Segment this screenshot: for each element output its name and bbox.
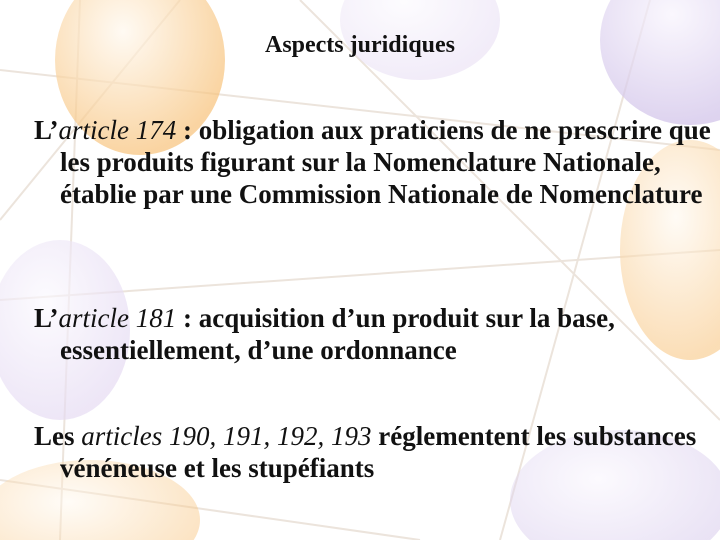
paragraph-text: : acquisition d’un produit sur la base, essentiellement, d’une ordonnance — [60, 303, 615, 365]
article-reference: article 181 — [58, 303, 177, 333]
slide-title: Aspects juridiques — [264, 32, 456, 58]
purple-balloon — [600, 0, 720, 125]
prefix: Les — [34, 421, 82, 451]
paragraph-text: : obligation aux praticiens de ne prescrire que les produits figurant sur la Nomenclature Nationale, établie par une Commission Nationale de Nomenclature — [60, 115, 711, 209]
article-174-paragraph — [34, 114, 720, 210]
article-reference: article 174 — [58, 115, 177, 145]
prefix: L’ — [34, 303, 59, 333]
paragraph-text: réglementent les substances vénéneuse et les stupéfiants — [60, 421, 697, 483]
article-181-paragraph — [34, 302, 720, 366]
articles-190-193-paragraph — [34, 420, 720, 484]
article-reference: articles 190, 191, 192, 193 — [81, 421, 372, 451]
prefix: L’ — [34, 115, 59, 145]
